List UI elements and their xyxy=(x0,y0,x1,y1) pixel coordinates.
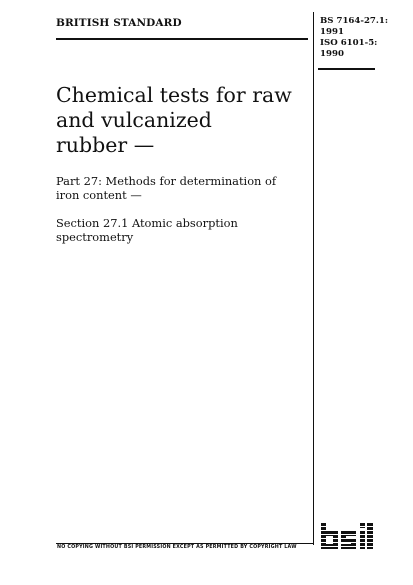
header-rule xyxy=(56,38,308,40)
designation-line: BS 7164-27.1: xyxy=(320,16,389,26)
copyright-notice: NO COPYING WITHOUT BSI PERMISSION EXCEPT AS PERMITTED BY COPYRIGHT LAW xyxy=(57,545,297,550)
document-title xyxy=(56,83,311,158)
vertical-divider xyxy=(313,12,314,545)
part-line: Part 27: Methods for determination of xyxy=(56,174,277,188)
title-line: Chemical tests for raw xyxy=(56,83,292,107)
bsi-logo-icon xyxy=(318,519,376,554)
part-line: iron content — xyxy=(56,188,142,202)
title-line: rubber — xyxy=(56,133,155,157)
designation-rule xyxy=(318,68,375,70)
section-title xyxy=(56,216,311,244)
part-title xyxy=(56,174,311,202)
section-line: spectrometry xyxy=(56,230,134,244)
designation-line: ISO 6101-5: xyxy=(320,38,378,48)
designation-line: 1990 xyxy=(320,49,344,59)
designation-line: 1991 xyxy=(320,27,344,37)
title-line: and vulcanized xyxy=(56,108,212,132)
section-line: Section 27.1 Atomic absorption xyxy=(56,216,238,230)
brand-label: BRITISH STANDARD xyxy=(56,17,182,29)
footer-rule xyxy=(56,543,313,544)
standard-designation xyxy=(320,16,388,60)
